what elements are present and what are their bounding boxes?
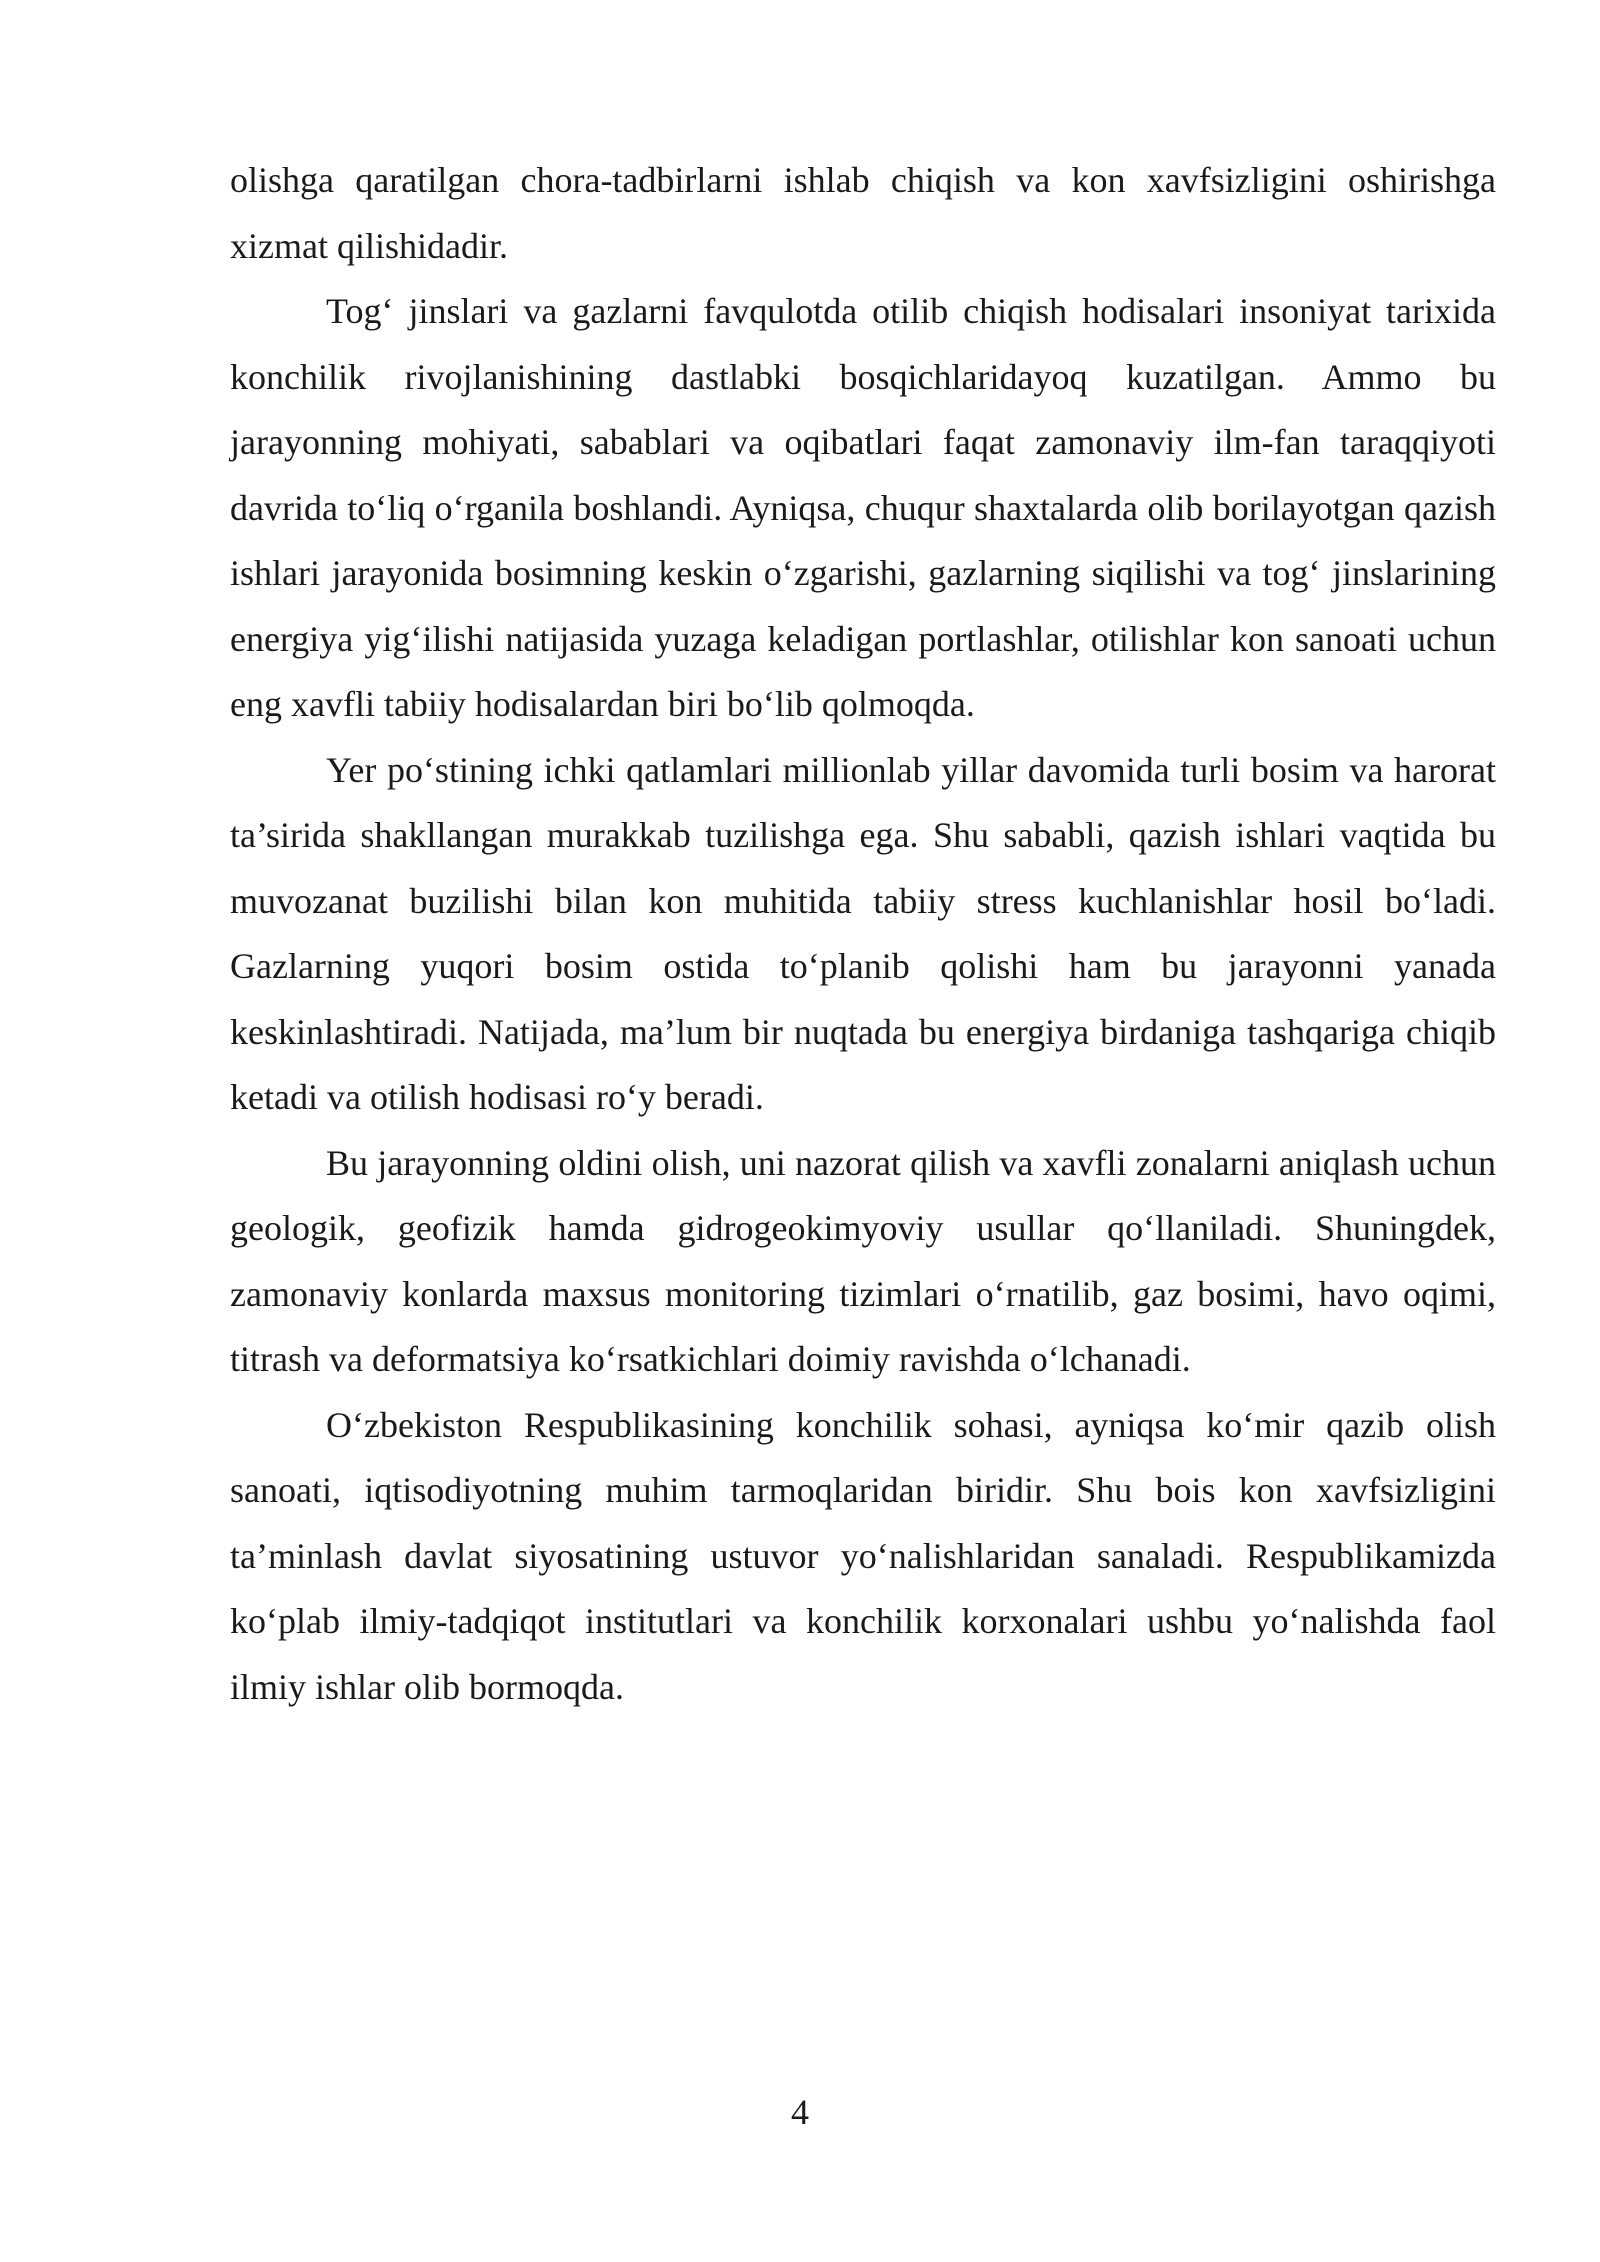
paragraph-continuation: olishga qaratilgan chora-tadbirlarni ishlab chiqish va kon xavfsizligini oshirishga xizmat qilishidadir. xyxy=(230,160,1496,266)
page-number: 4 xyxy=(791,2092,809,2132)
paragraph-prevention-methods: Bu jarayonning oldini olish, uni nazorat qilish va xavfli zonalarni aniqlash uchun geologik, geofizik hamda gidrogeokimyoviy usullar qo‘llaniladi. Shuningdek, zamonaviy konlarda maxsus monitoring tizimlari o‘rnatilib, gaz bosimi, havo oqimi, titrash va deformatsiya ko‘rsatkichlari doimiy ravishda o‘lchanadi. xyxy=(230,1142,1496,1379)
paragraph-outbursts-history: Tog‘ jinslari va gazlarni favqulotda otilib chiqish hodisalari insoniyat tarixida konchilik rivojlanishining dastlabki bosqichlaridayoq kuzatilgan. Ammo bu jarayonning mohiyati, sabablari va oqibatlari faqat zamonaviy ilm-fan taraqqiyoti davrida to‘liq o‘rganila boshlandi. Ayniqsa, chuqur shaxtalarda olib borilayotgan qazish ishlari jarayonida bosimning keskin o‘zgarishi, gazlarning siqilishi va tog‘ jinslarining energiya yig‘ilishi natijasida yuzaga keladigan portlashlar, otilishlar kon sanoati uchun eng xavfli tabiiy hodisalardan biri bo‘lib qolmoqda. xyxy=(230,291,1496,724)
paragraph-earth-crust-layers: Yer po‘stining ichki qatlamlari millionlab yillar davomida turli bosim va harorat ta’sirida shakllangan murakkab tuzilishga ega. Shu sababli, qazish ishlari vaqtida bu muvozanat buzilishi bilan kon muhitida tabiiy stress kuchlanishlar hosil bo‘ladi. Gazlarning yuqori bosim ostida to‘planib qolishi ham bu jarayonni yanada keskinlashtiradi. Natijada, ma’lum bir nuqtada bu energiya birdaniga tashqariga chiqib ketadi va otilish hodisasi ro‘y beradi. xyxy=(230,749,1496,1117)
page-body xyxy=(230,148,1496,1720)
paragraph-uzbekistan-mining: O‘zbekiston Respublikasining konchilik sohasi, ayniqsa ko‘mir qazib olish sanoati, iqtisodiyotning muhim tarmoqlaridan biridir. Shu bois kon xavfsizligini ta’minlash davlat siyosatining ustuvor yo‘nalishlaridan sanaladi. Respublikamizda ko‘plab ilmiy-tadqiqot institutlari va konchilik korxonalari ushbu yo‘nalishda faol ilmiy ishlar olib bormoqda. xyxy=(230,1404,1496,1707)
